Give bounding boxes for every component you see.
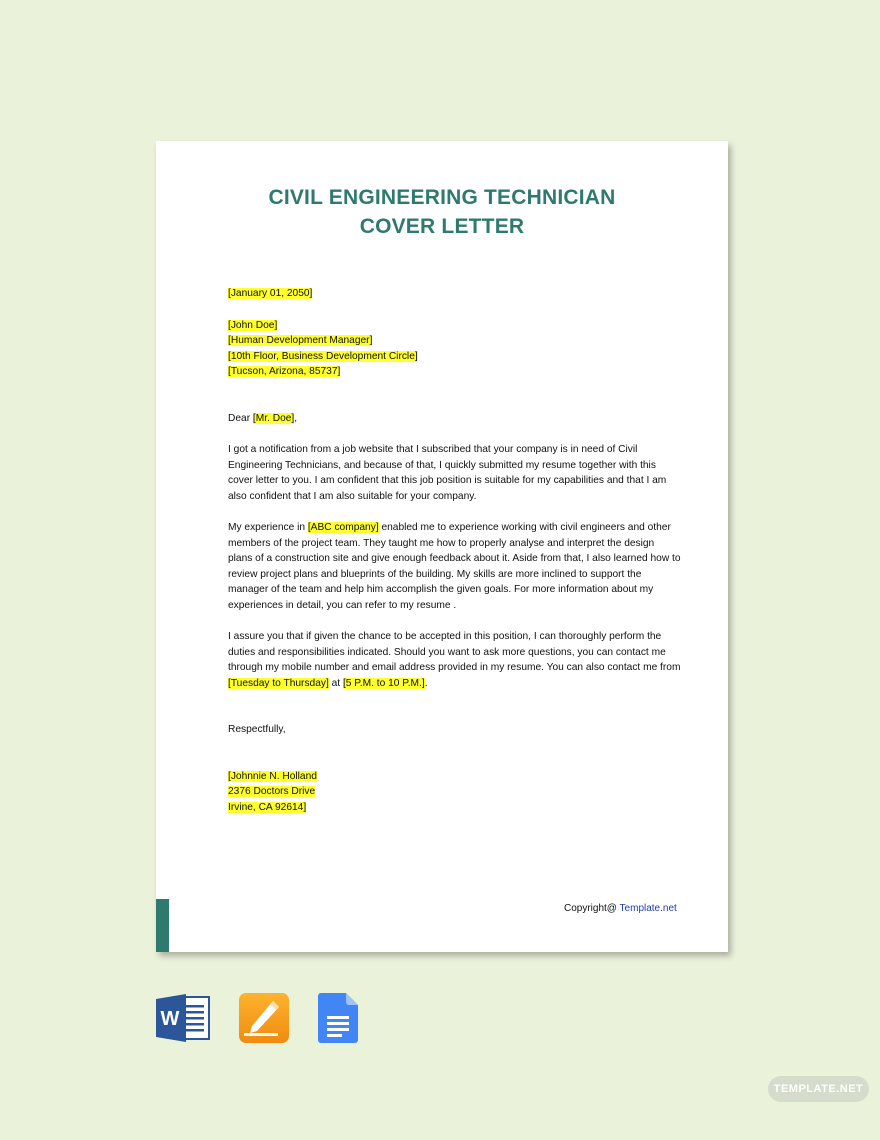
cover-letter-page	[156, 141, 728, 952]
recipient-position: [Human Development Manager]	[228, 335, 373, 346]
recipient-address-1: [10th Floor, Business Development Circle]	[228, 350, 418, 362]
recipient-name: [John Doe]	[228, 319, 278, 331]
letter-body	[228, 286, 690, 815]
paragraph-1: I got a notification from a job website that I subscribed that your company is in need of Civil Engineering Technicians, and because of that, I quickly submitted my resume together with this cover letter to you. I am confident that this job position is suitable for my capabilities and that I am also confident that I am also suitable for your company.	[228, 444, 667, 502]
document-title	[156, 183, 728, 241]
company-field: [ABC company]	[307, 522, 379, 533]
sender-block	[228, 769, 690, 816]
closing: Respectfully,	[228, 724, 286, 735]
microsoft-word-icon[interactable]	[156, 993, 210, 1043]
recipient-block	[228, 318, 690, 380]
copyright-link[interactable]: Template.net	[619, 903, 677, 914]
recipient-address-2: [Tucson, Arizona, 85737]	[228, 366, 341, 377]
sender-street: 2376 Doctors Drive	[228, 786, 316, 797]
date-field: [January 01, 2050]	[228, 288, 313, 299]
salutation-name: [Mr. Doe]	[252, 412, 295, 424]
title-line-1: CIVIL ENGINEERING TECHNICIAN	[268, 186, 616, 209]
title-line-2: COVER LETTER	[359, 215, 525, 238]
apple-pages-icon[interactable]	[239, 993, 289, 1043]
google-docs-icon[interactable]	[318, 993, 358, 1043]
copyright-note: Copyright@ Template.net	[564, 903, 677, 914]
hours-field: [5 P.M. to 10 P.M.]	[342, 677, 425, 689]
days-field: [Tuesday to Thursday]	[228, 677, 329, 689]
template-net-badge[interactable]: TEMPLATE.NET	[768, 1076, 869, 1102]
paragraph-3: I assure you that if given the chance to be accepted in this position, I can thoroughly perform the duties and responsibilities indicated. Should you want to ask more questions, you can contact me through my mobile number and email address provided in my resume. You can also contact me from [Tuesday to Thursday] at [5 P.M. to 10 P.M.].	[228, 631, 681, 689]
salutation: Dear [Mr. Doe],	[228, 412, 298, 424]
sender-name: [Johnnie N. Holland	[228, 770, 317, 782]
svg-text:W: W	[160, 1008, 180, 1030]
accent-bar	[156, 899, 169, 952]
sender-city: Irvine, CA 92614]	[228, 801, 307, 813]
paragraph-2: My experience in [ABC company] enabled me to experience working with civil engineers and other members of the project team. They taught me how to properly analyse and interpret the design plans of a construction site and give enough feedback about it. Aside from that, I also learned how to review project plans and blueprints of the building. My skills are more inclined to support the manager of the team and help him accomplish the given goals. For more information about my experiences in detail, you can refer to my resume .	[228, 522, 681, 611]
